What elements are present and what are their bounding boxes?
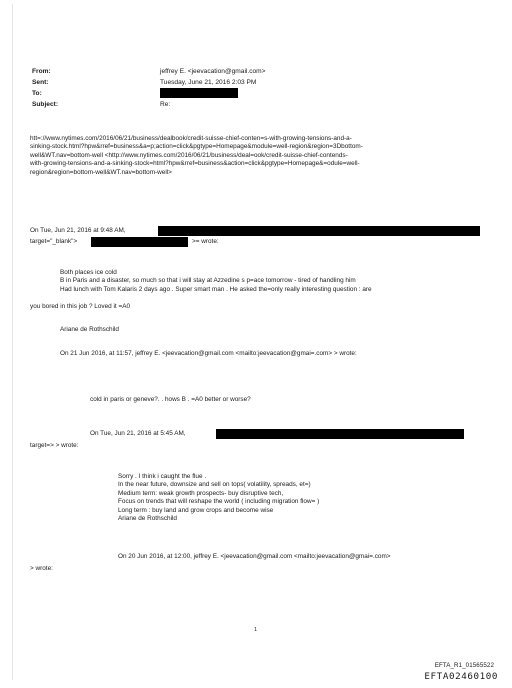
- quote4-wrote: > wrote:: [30, 565, 53, 572]
- reply1-line: Had lunch with Tom Kalaris 2 days ago . Super smart man . He asked the=only really interesting question : are: [60, 285, 372, 293]
- url-block: [30, 135, 363, 177]
- quote1-target: target="_blank">: [30, 238, 78, 245]
- from-value: jeffrey E. <jeevacation@gmail.com>: [160, 68, 266, 75]
- redaction-bar-to: [160, 88, 238, 98]
- quote2-intro: On 21 Jun 2016, at 11:57, jeffrey E. <jeevacation@gmail.com <mailto:jeevacation@gmai=.com> > wrote:: [60, 350, 357, 357]
- page-edge: [12, 4, 503, 680]
- bates-number-small: EFTA_R1_01565522: [434, 662, 494, 669]
- sent-label: Sent:: [32, 79, 49, 86]
- reply1-line: B in Paris and a disaster, so much so that i will stay at Azzedine s p=ace tomorrow - tired of handling him: [60, 277, 356, 285]
- url-line: well&WT.nav=bottom-well <http://www.nytimes.com/2016/06/21/business/deal=ook/credit-suisse-chief-contends-: [30, 151, 348, 159]
- reply3-line: Medium term: weak growth prospects- buy disruptive tech,: [118, 489, 284, 497]
- url-line: sinking-stock.html?hpw&rref=business&a=p;action=click&pgtype=Homepage&module=well-region&region=3Dbottom-: [30, 143, 363, 151]
- reply3-block: [118, 473, 319, 524]
- subject-label: Subject:: [32, 101, 59, 108]
- redaction-bar-quote1-sender: [158, 226, 480, 236]
- reply2-text: cold in paris or geneve?. . hows B . =A0 better or worse?: [90, 396, 251, 403]
- reply1-line: Both places ice cold: [60, 269, 117, 276]
- bates-number-large: EFTA02460100: [424, 671, 498, 682]
- reply3-line: Sorry . I think i caught the flue .: [118, 473, 207, 480]
- quote3-intro: On Tue, Jun 21, 2016 at 5:45 AM,: [90, 430, 186, 437]
- from-label: From:: [32, 68, 51, 75]
- reply3-line: Ariane de Rothschild: [118, 515, 177, 523]
- redaction-bar-quote3-sender: [216, 429, 464, 439]
- url-line: with-growing-tensions-and-a-sinking-stock=html?hpw&rref=business&action=click&pgtype=Homepage&=odule=well-: [30, 160, 360, 168]
- redaction-bar-quote1-target: [91, 237, 188, 247]
- quote1-intro: On Tue, Jun 21, 2016 at 9:48 AM,: [30, 227, 126, 234]
- quote4-intro: On 20 Jun 2016, at 12:00, jeffrey E. <jeevacation@gmail.com <mailto:jeevacation@gmai=.com>: [118, 553, 391, 560]
- reply3-line: Focus on trends that will reshape the world ( including migration flow= ): [118, 498, 320, 506]
- reply3-line: In the near future, downsize and sell on tops( volatility, spreads, et=): [118, 481, 311, 489]
- quote3-target: target=> > wrote:: [30, 442, 79, 449]
- subject-value: Re:: [160, 101, 171, 108]
- url-line: region&region=bottom-well&WT.nav=bottom-well>: [30, 168, 172, 176]
- reply3-line: Long term : buy land and grow crops and become wise: [118, 506, 274, 514]
- sent-value: Tuesday, June 21, 2016 2:03 PM: [160, 79, 257, 86]
- url-line: htt=://www.nytimes.com/2016/06/21/business/dealbook/credit-suisse-chief-conten=s-with-growing-tensions-and-a-: [30, 135, 352, 142]
- reply1-continuation: you bored in this job ? Loved it =A0: [30, 303, 131, 310]
- to-label: To:: [32, 90, 42, 97]
- reply1-block: [60, 269, 372, 294]
- quote1-wrote: >= wrote:: [192, 238, 219, 245]
- page-number: 1: [254, 627, 258, 633]
- signature1: Ariane de Rothschild: [60, 326, 119, 333]
